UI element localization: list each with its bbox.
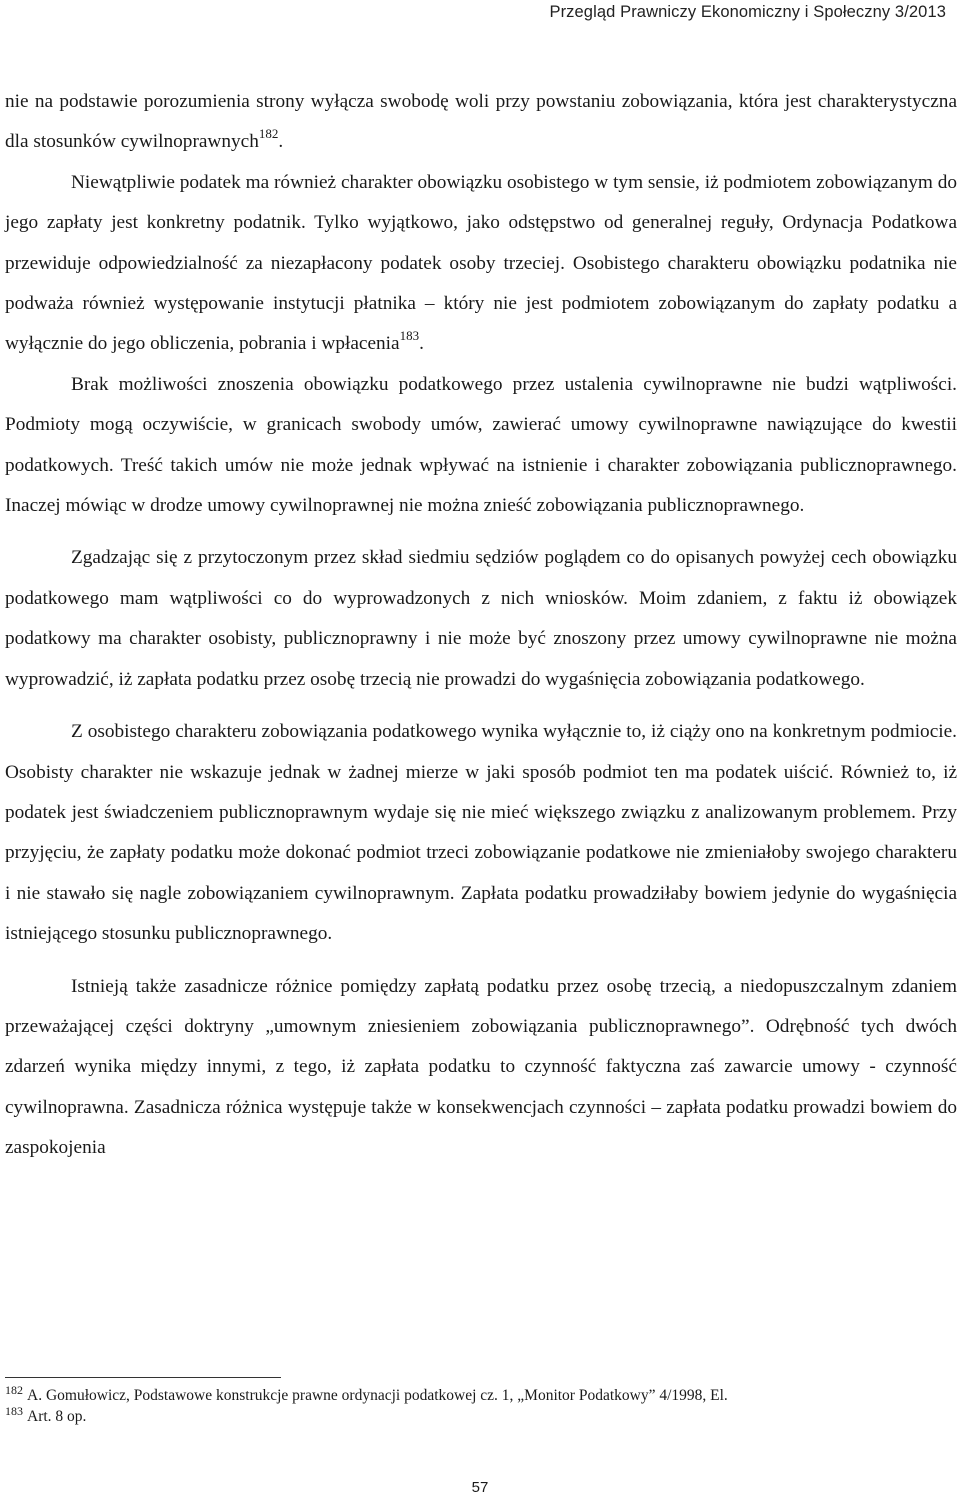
footnote-separator <box>5 1377 281 1378</box>
journal-header: Przegląd Prawniczy Ekonomiczny i Społeczny 3/2013 <box>549 3 946 21</box>
footnote-reference: 183 <box>399 328 420 344</box>
paragraph <box>5 163 957 365</box>
footnote-text: Art. 8 op. <box>27 1408 87 1425</box>
paragraph-text: nie na podstawie porozumienia strony wyłącza swobodę woli przy powstaniu zobowiązania, która jest charakterystyczna dla stosunków cywilnoprawnych <box>5 91 957 153</box>
paragraph <box>5 82 957 163</box>
paragraph <box>5 538 957 700</box>
paragraph <box>5 712 957 954</box>
footnote-number: 182 <box>5 1383 23 1397</box>
paragraph-text: Brak możliwości znoszenia obowiązku podatkowego przez ustalenia cywilnoprawne nie budzi wątpliwości. Podmioty mogą oczywiście, w granicach swobody umów, zawierać umowy cywilnoprawne nawiązujące do kwestii podatkowych. Treść takich umów nie może jednak wpływać na istnienie i charakter zobowiązania publicznoprawnego. Inaczej mówiąc w drodze umowy cywilnoprawnej nie można znieść zobowiązania publicznoprawnego. <box>5 373 957 517</box>
paragraph-text: Zgadzając się z przytoczonym przez skład siedmiu sędziów poglądem co do opisanych powyżej cech obowiązku podatkowego mam wątpliwości co do wyprowadzonych z nich wniosków. Moim zdaniem, z faktu iż obowiązek podatkowy ma charakter osobisty, publicznoprawny i nie może być znoszony przez umowy cywilnoprawne nie można wyprowadzić, iż zapłata podatku przez osobę trzecią nie prowadzi do wygaśnięcia zobowiązania podatkowego. <box>5 547 957 690</box>
main-text <box>5 82 957 1169</box>
footnotes <box>5 1385 945 1427</box>
paragraph-text: Niewątpliwie podatek ma również charakter obowiązku osobistego w tym sensie, iż podmiotem zobowiązanym do jego zapłaty jest konkretny podatnik. Tylko wyjątkowo, jako odstępstwo od generalnej reguły, Ordynacja Podatkowa przewiduje odpowiedzialność za niezapłacony podatek osoby trzeciej. Osobistego charakteru obowiązku podatnika nie podważa również występowanie instytucji płatnika – który nie jest podmiotem zobowiązanym do zapłaty podatku a wyłącznie do jego obliczenia, pobrania i wpłacenia <box>5 171 957 355</box>
page-number: 57 <box>471 1479 489 1496</box>
footnote-reference: 182 <box>258 126 279 142</box>
footnote-182 <box>5 1385 945 1406</box>
footnote-number: 183 <box>5 1404 23 1418</box>
paragraph-text: . <box>278 131 284 153</box>
footnote-text: A. Gomułowicz, Podstawowe konstrukcje prawne ordynacji podatkowej cz. 1, „Monitor Podatkowy” 4/1998, El. <box>27 1387 728 1404</box>
paragraph-text: Z osobistego charakteru zobowiązania podatkowego wynika wyłącznie to, iż ciąży ono na konkretnym podmiocie. Osobisty charakter nie wskazuje jednak w żadnej mierze w jaki sposób podmiot ten ma podatek uiścić. Również to, iż podatek jest świadczeniem publicznoprawnym wydaje się nie mieć większego związku z analizowanym problemem. Przy przyjęciu, że zapłaty podatku może dokonać podmiot trzeci zobowiązanie podatkowe nie zmieniałoby swojego charakteru i nie stawało się nagle zobowiązaniem cywilnoprawnym. Zapłata podatku prowadziłaby bowiem jedynie do wygaśnięcia istniejącego stosunku publicznoprawnego. <box>5 721 957 945</box>
paragraph-text: . <box>419 333 424 355</box>
footnote-183 <box>5 1406 945 1427</box>
paragraph-text: Istnieją także zasadnicze różnice pomiędzy zapłatą podatku przez osobę trzecią, a niedopuszczalnym zdaniem przeważającej części doktryny „umownym zniesieniem zobowiązania publicznoprawnego”. Odrębność tych dwóch zdarzeń wynika między innymi, z tego, iż zapłata podatku to czynność faktyczna zaś zawarcie umowy - czynność cywilnoprawna. Zasadnicza różnica występuje także w konsekwencjach czynności – zapłata podatku prowadzi bowiem do zaspokojenia <box>5 975 957 1159</box>
paragraph <box>5 365 957 527</box>
paragraph <box>5 967 957 1169</box>
